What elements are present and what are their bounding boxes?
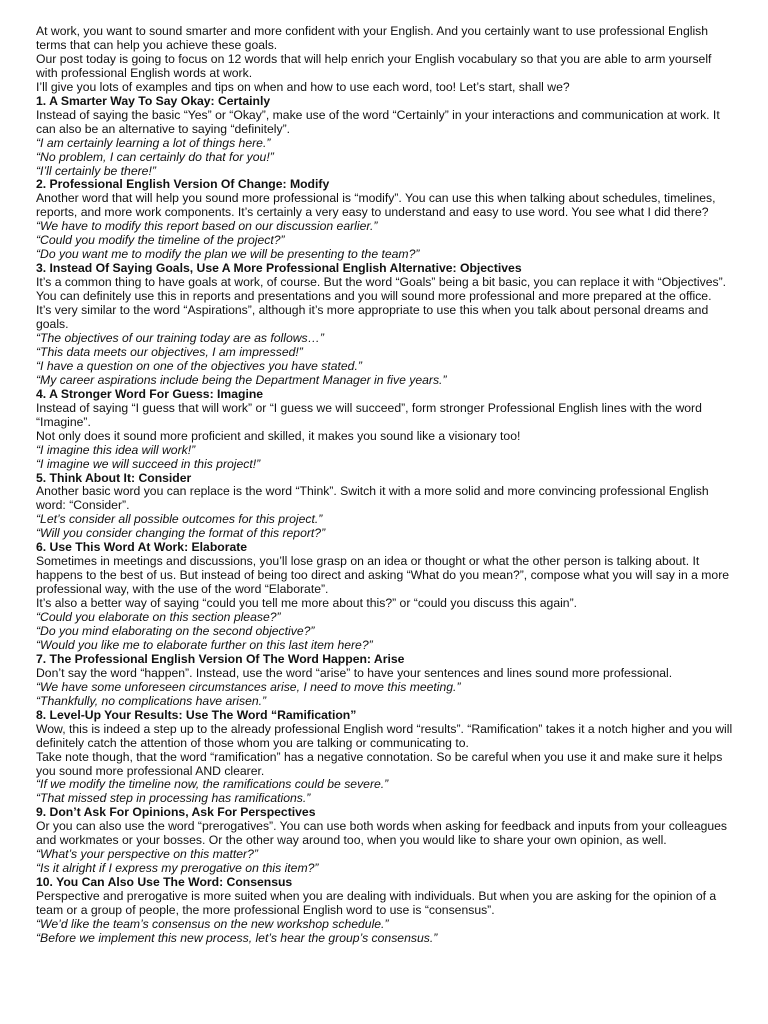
example-sentence: “I imagine we will succeed in this project!” (36, 456, 261, 471)
example-sentence: “That missed step in processing has ramifications.” (36, 791, 311, 806)
paragraph: Instead of saying the basic “Yes” or “Okay”, make use of the word “Certainly” in your interactions and communication at work. It can also be an alternative to saying “definitely”. (36, 107, 720, 136)
paragraph: It’s a common thing to have goals at work, of course. But the word “Goals” being a bit basic, you can replace it with “Objectives”. (36, 275, 727, 290)
paragraph: It’s very similar to the word “Aspirations”, although it’s more appropriate to use this when you talk about personal dreams and goals. (36, 303, 709, 332)
example-sentence: “Thankfully, no complications have arisen.” (36, 693, 267, 708)
example-sentence: “Would you like me to elaborate further on this last item here?” (36, 637, 373, 652)
example-sentence: “I have a question on one of the objectives you have stated.” (36, 358, 362, 373)
example-sentence: “Could you elaborate on this section please?” (36, 610, 281, 625)
example-sentence: “Is it alright if I express my prerogative on this item?” (36, 861, 319, 876)
section-heading: 7. The Professional English Version Of The Word Happen: Arise (36, 651, 405, 666)
example-sentence: “Will you consider changing the format of this report?” (36, 526, 326, 541)
paragraph: Wow, this is indeed a step up to the already professional English word “results”. “Ramification” takes it a notch higher and you will definitely catch the attention of those whom you are talking or communicating to. (36, 721, 733, 750)
example-sentence: “I’ll certainly be there!” (36, 163, 156, 178)
example-sentence: “We have to modify this report based on our discussion earlier.” (36, 219, 378, 234)
paragraph: Another word that will help you sound more professional is “modify”. You can use this when talking about schedules, timelines, reports, and more work components. It’s certainly a very easy to understand and easy to use word. You see what I did there? (36, 191, 716, 220)
paragraph: You can definitely use this in reports and presentations and you will sound more professional and more prepared at the office. (36, 289, 712, 304)
example-sentence: “My career aspirations include being the Department Manager in five years.” (36, 372, 447, 387)
example-sentence: “This data meets our objectives, I am impressed!” (36, 344, 303, 359)
paragraph: Take note though, that the word “ramification” has a negative connotation. So be careful when you use it and make sure it helps you sound more professional AND clearer. (36, 749, 723, 778)
example-sentence: “Do you want me to modify the plan we will be presenting to the team?” (36, 247, 420, 262)
section-heading: 2. Professional English Version Of Change: Modify (36, 177, 330, 192)
example-sentence: “Could you modify the timeline of the project?” (36, 233, 285, 248)
example-sentence: “We’d like the team’s consensus on the new workshop schedule.” (36, 917, 389, 931)
example-sentence: “Do you mind elaborating on the second objective?” (36, 623, 315, 638)
example-sentence: “I am certainly learning a lot of things here.” (36, 135, 271, 150)
paragraph: Sometimes in meetings and discussions, you’ll lose grasp on an idea or thought or what the other person is talking about. It happens to the best of us. But instead of being too direct and asking “What do you mean?”, compose what you will say in a more professional way, with the use of the word “Elaborate”. (36, 554, 730, 597)
section-heading: 6. Use This Word At Work: Elaborate (36, 540, 248, 555)
section-heading: 5. Think About It: Consider (36, 470, 192, 485)
paragraph: Not only does it sound more proficient and skilled, it makes you sound like a visionary too! (36, 428, 521, 443)
section-heading: 3. Instead Of Saying Goals, Use A More Professional English Alternative: Objectives (36, 261, 522, 276)
paragraph: Perspective and prerogative is more suited when you are dealing with individuals. But when you are asking for the opinion of a team or a group of people, the more professional English word to use is “consensus”. (36, 889, 717, 918)
example-sentence: “If we modify the timeline now, the ramifications could be severe.” (36, 777, 389, 792)
section-heading: 4. A Stronger Word For Guess: Imagine (36, 386, 264, 401)
paragraph: Or you can also use the word “prerogatives”. You can use both words when asking for feedback and inputs from your colleagues and workmates or your bosses. Or the other way around too, when you would like to share your own opinion, as well. (36, 819, 728, 848)
example-sentence: “We have some unforeseen circumstances arise, I need to move this meeting.” (36, 679, 461, 694)
example-sentence: “The objectives of our training today are as follows…” (36, 330, 324, 345)
example-sentence: “No problem, I can certainly do that for you!” (36, 149, 274, 164)
paragraph: Don’t say the word “happen”. Instead, use the word “arise” to have your sentences and lines sound more professional. (36, 665, 673, 680)
example-sentence: “What’s your perspective on this matter?” (36, 847, 258, 862)
paragraph: At work, you want to sound smarter and more confident with your English. And you certainly want to use professional English terms that can help you achieve these goals. (36, 24, 709, 52)
paragraph: Another basic word you can replace is the word “Think”. Switch it with a more solid and more convincing professional English word: “Consider”. (36, 484, 709, 513)
example-sentence: “Let’s consider all possible outcomes for this project.” (36, 512, 323, 527)
paragraph: I’ll give you lots of examples and tips on when and how to use each word, too! Let’s start, shall we? (36, 79, 570, 94)
section-heading: 8. Level-Up Your Results: Use The Word “Ramification” (36, 707, 357, 722)
paragraph: It’s also a better way of saying “could you tell me more about this?” or “could you discuss this again”. (36, 596, 578, 611)
paragraph: Our post today is going to focus on 12 words that will help enrich your English vocabulary so that you are able to arm yourself with professional English words at work. (36, 51, 712, 80)
section-heading: 9. Don’t Ask For Opinions, Ask For Perspectives (36, 805, 316, 820)
example-sentence: “I imagine this idea will work!” (36, 442, 196, 457)
paragraph: Instead of saying “I guess that will work” or “I guess we will succeed”, form stronger Professional English lines with the word “Imagine”. (36, 400, 702, 429)
example-sentence: “Before we implement this new process, let’s hear the group’s consensus.” (36, 930, 438, 945)
section-heading: 10. You Can Also Use The Word: Consensus (36, 875, 293, 890)
section-heading: 1. A Smarter Way To Say Okay: Certainly (36, 93, 271, 108)
